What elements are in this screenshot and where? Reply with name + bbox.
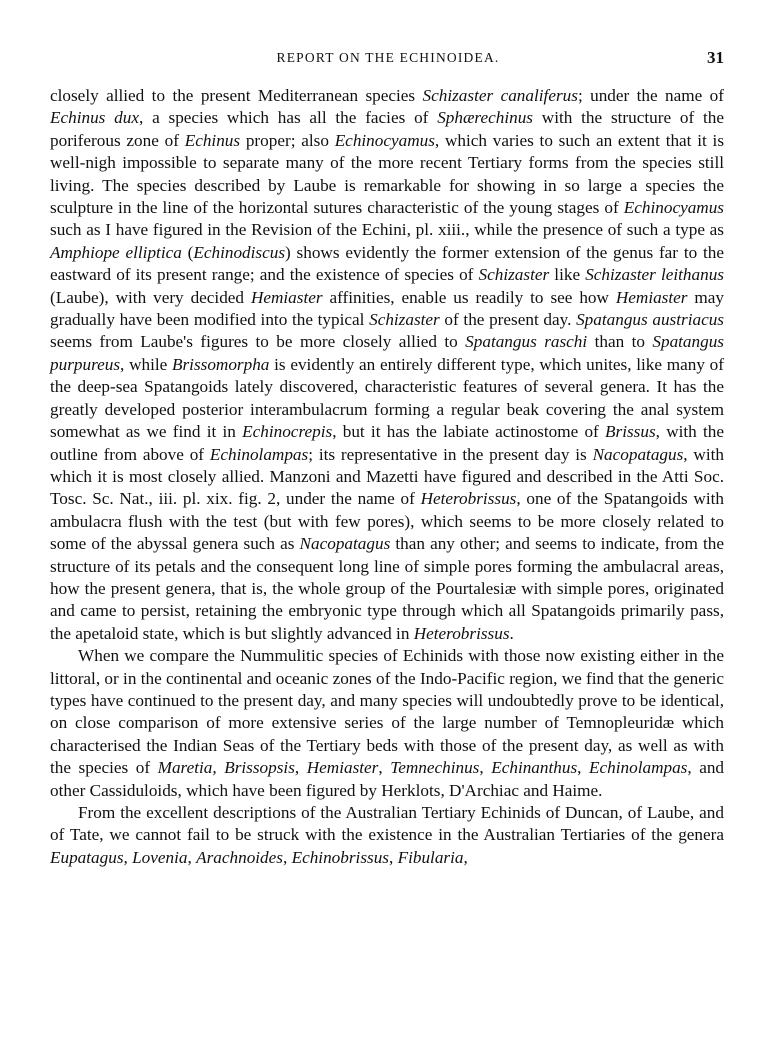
italic-term: Hemiaster: [615, 287, 688, 307]
italic-term: Spatangus purpureus: [50, 332, 724, 374]
text-run: , one of the Spatangoids with ambulacra flush with the test (but with few pores), which seems to be more closely related to some of the abyssal genera such as: [50, 489, 724, 554]
italic-term: Sphærechinus: [437, 108, 533, 128]
text-run: ) shows evidently the former extension of the genus far to the eastward of its present range; and the existence of species of: [50, 242, 724, 285]
italic-term: Echinus dux: [50, 108, 139, 128]
text-run: ,: [378, 758, 391, 778]
italic-term: Echinanthus: [491, 758, 578, 778]
text-run: seems from Laube's figures to be more closely allied to: [50, 332, 466, 352]
italic-term: Nacopatagus: [592, 444, 684, 464]
text-run: ,: [187, 847, 197, 867]
italic-term: Brissopsis: [224, 758, 295, 778]
text-run: ,: [577, 758, 590, 778]
text-run: with the structure of the poriferous zone of: [50, 108, 724, 150]
italic-term: Hemiaster: [306, 758, 379, 778]
text-run: of the present day.: [439, 310, 577, 330]
text-run: ,: [479, 758, 492, 778]
text-run: like: [549, 265, 586, 285]
text-run: may gradually have been modified into the typical: [50, 287, 724, 330]
italic-term: Eupatagus: [50, 847, 124, 867]
text-run: , which varies to such an extent that it is well-nigh impossible to separate many of the more recent Tertiary forms from the species still living. The species described by Laube is remarkable for showing in so large a species the sculpture in the line of the horizontal sutures characteristic of the young stages of: [50, 130, 725, 218]
italic-term: Arachnoides: [196, 847, 283, 867]
running-head: [0, 48, 776, 70]
italic-term: Amphiope elliptica: [50, 242, 182, 262]
italic-term: Hemiaster: [250, 287, 323, 307]
italic-term: Spatangus austriacus: [576, 310, 724, 330]
text-run: proper; also: [240, 130, 335, 150]
italic-term: Echinolampas: [209, 444, 309, 464]
italic-term: Schizaster canaliferus: [422, 86, 578, 105]
italic-term: Schizaster: [369, 310, 440, 330]
text-run: than any other; and seems to indicate, from the structure of its petals and the consequent long line of simple pores forming the ambulacral areas, how the present genera, that is, the whole group of the Pourtalesiæ with simple pores, originated and came to persist, retaining the embryonic type through which all Spatangoids primarily pass, the apetaloid state, which is but slightly advanced in: [50, 534, 724, 643]
text-run: When we compare the Nummulitic species of Echinids with those now existing either in the littoral, or in the continental and oceanic zones of the Indo-Pacific region, we find that the generic types have continued to the present day, and many species will undoubtedly prove to be identical, on close comparison of more extensive series of the large number of Temnopleuridæ which characterised the Indian Seas of the Tertiary beds with those of the present day, as well as with the species of: [50, 646, 724, 778]
text-run: , while: [120, 354, 172, 374]
text-run: ,: [388, 847, 398, 867]
text-run: than to: [587, 332, 653, 352]
text-run: , and other Cassiduloids, which have been figured by Herklots, D'Archiac and Haime.: [50, 758, 725, 800]
italic-term: Brissomorpha: [171, 354, 270, 374]
italic-term: Echinobrissus: [291, 847, 389, 867]
italic-term: Echinodiscus: [193, 242, 286, 262]
italic-term: Maretia: [157, 758, 213, 778]
italic-term: Schizaster: [478, 265, 550, 285]
text-run: closely allied to the present Mediterranean species: [50, 86, 423, 105]
text-run: , a species which has all the facies of: [138, 108, 438, 128]
italic-term: Temnechinus: [390, 758, 480, 778]
paragraph: [50, 85, 724, 645]
text-run: , with which it is most closely allied. Manzoni and Mazetti have figured and described in the Atti Soc. Tosc. Sc. Nat., iii. pl. xix. fig. 2, under the name of: [50, 444, 724, 509]
text-run: .: [509, 623, 514, 643]
body-text: [50, 85, 724, 869]
italic-term: Spatangus raschi: [465, 332, 588, 352]
text-run: ,: [282, 847, 292, 867]
italic-term: Fibularia: [397, 847, 464, 867]
italic-term: Echinolampas: [589, 758, 688, 778]
text-run: (Laube), with very decided: [50, 287, 251, 307]
italic-term: Heterobrissus: [413, 623, 510, 643]
italic-term: Echinocyamus: [334, 130, 435, 150]
paragraph: [50, 645, 724, 802]
running-title: REPORT ON THE ECHINOIDEA.: [276, 50, 500, 65]
text-run: ; under the name of: [577, 86, 724, 105]
italic-term: Brissus: [605, 422, 656, 442]
text-run: , with the outline from above of: [50, 422, 724, 464]
text-run: ,: [123, 847, 133, 867]
text-run: is evidently an entirely different type, which unites, like many of the deep-sea Spatangoids lately discovered, characteristic features of several genera. It has the greatly developed posterior interambulacrum forming a regular beak covering the anal system somewhat as we find it in: [50, 354, 724, 442]
text-run: such as I have figured in the Revision of the Echini, pl. xiii., while the presence of such a type as: [50, 220, 724, 240]
text-run: (: [181, 242, 194, 262]
page-number: 31: [707, 48, 724, 67]
text-run: affinities, enable us readily to see how: [322, 287, 616, 307]
paragraph: [50, 802, 724, 869]
italic-term: Nacopatagus: [299, 534, 391, 554]
italic-term: Heterobrissus: [420, 489, 517, 509]
text-run: , but it has the labiate actinostome of: [332, 422, 606, 442]
italic-term: Echinus: [184, 130, 241, 150]
text-run: ,: [463, 847, 468, 867]
italic-term: Echinocrepis: [242, 422, 333, 442]
italic-term: Lovenia: [132, 847, 188, 867]
text-run: ; its representative in the present day is: [308, 444, 593, 464]
italic-term: Echinocyamus: [623, 198, 724, 218]
text-run: From the excellent descriptions of the Australian Tertiary Echinids of Duncan, of Laube, and of Tate, we cannot fail to be struck with the existence in the Australian Tertiaries of the genera: [50, 803, 724, 845]
text-run: ,: [212, 758, 225, 778]
text-run: ,: [294, 758, 307, 778]
italic-term: Schizaster leithanus: [585, 265, 724, 285]
